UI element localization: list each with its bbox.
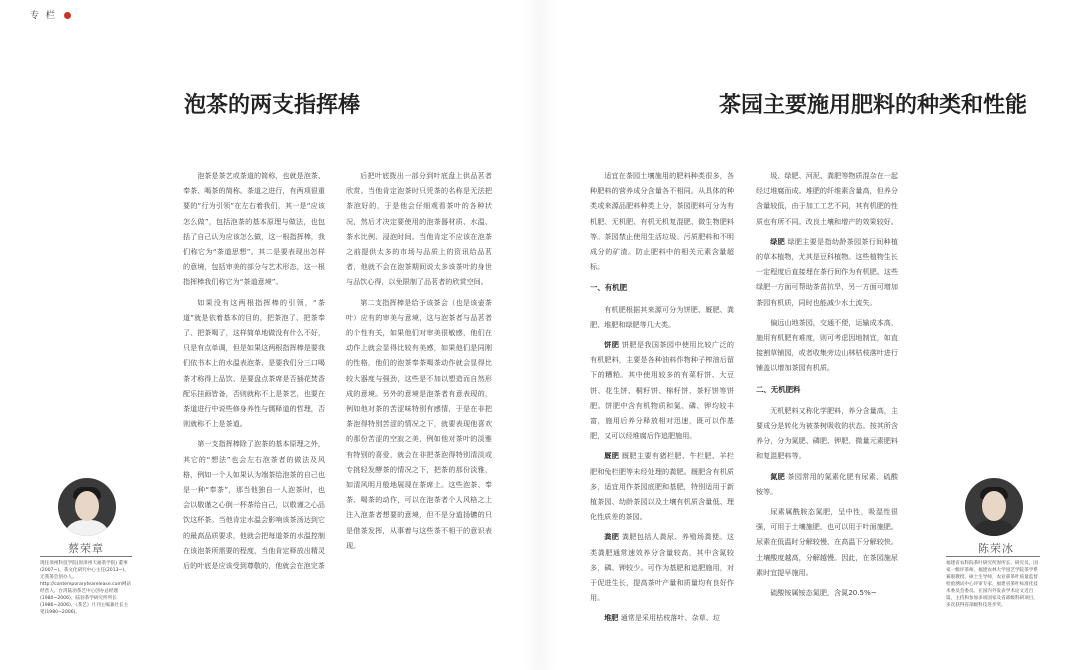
- author-divider-left: [40, 556, 132, 557]
- section-tag: [30, 8, 71, 21]
- paragraph-text: 饼肥是我国茶园中使用比较广泛的有机肥料，主要是各种油料作物种子榨油后留下的糟粕。其中使用较多的有菜籽饼、大豆饼、花生饼、桐籽饼、棉籽饼、茶籽饼等饼肥。饼肥中含有机物质和氮、磷、钾均较丰富，施用后养分释放相对迅速，既可以作基肥，又可以经堆腐后作追肥施用。: [590, 340, 734, 441]
- right-article-title: 茶园主要施用肥料的种类和性能: [719, 93, 1028, 118]
- left-article-column-2: [346, 168, 492, 558]
- section-label: 专 栏: [30, 11, 57, 21]
- paragraph: 尿素属酰胺态氮肥，呈中性，吸湿性很强，可用于土壤施肥，也可以用于叶面施肥。尿素在低温时分解较慢，在高温下分解较快。土壤酸度越高，分解越慢。因此，在茶园施尿素时宜提早施用。: [756, 507, 898, 577]
- author-name-left: 蔡荣章: [68, 542, 104, 555]
- paragraph: [590, 448, 734, 524]
- paragraph: 第一支指挥棒除了泡茶的基本原理之外，其它的“想法”也会左右泡茶者的做法及风格，例如一个人如果认为端茶给泡茶的自己也是一种“奉茶”，那当他独自一人泡茶时，也会以敬谨之心倒一杯茶给自己，以敬谨之心品饮这杯茶。当他肯定水温会影响该茶汤达到它的最高品质要求，他就会把每道茶的水温控制在该泡茶所需要的程度，当他肯定释放出精灵后的叶底是应该受到尊敬的，他就会在泡完茶: [183, 439, 325, 571]
- author-bio-right: 福建省农科院茶叶研究所原所长、研究员。国家一级评茶师，福建农林大学园艺学院茶学系兼职教授、硕士生导师，农业部茶叶质量监督检验测试中心评审专家，福建省茶叶标准化技术委员会委员。在国内外发表学术论文近百篇，主持和参加多项国家及省部级科研项目，多次获得省部级科技进步奖。: [946, 561, 1038, 608]
- paragraph-text: 茶园常用的氮素化肥有尿素、硫酸铵等。: [756, 471, 898, 496]
- left-article-column-1: [183, 168, 325, 578]
- paragraph: 适宜在茶园土壤施用的肥料种类很多，各种肥料的营养成分含量各不相同。从具体的种类或来源品肥料种类上分，茶园肥料可分为有机肥、无机肥、有机无机复混肥、微生物肥料等。茶园禁止使用生活垃圾、污质肥料和不明成分的矿渣。防止肥料中的相关元素含量超标。: [590, 171, 734, 272]
- fertilizer-term: 氮肥: [770, 471, 785, 481]
- section-heading: 二、无机肥料: [756, 384, 801, 394]
- paragraph: [756, 234, 898, 310]
- paragraph-text: 粪肥包括人粪尿、养殖场粪便。这类粪肥通常速效养分含量较高，其中含氮较多，磷、钾较少。可作为基肥和追肥施用，对于促进生长，提高茶叶产量和质量均有良好作用。: [590, 532, 734, 603]
- right-article-column-1: [590, 168, 734, 631]
- fertilizer-term: 饼肥: [604, 340, 620, 350]
- fertilizer-term: 粪肥: [604, 532, 620, 542]
- author-divider-right: [946, 556, 1040, 557]
- author-bio-left: 现任漳州科技学院(原漳州天福茶学院) 董事(2007~)、茶文化研究中心主任(2013~)、无我茶会创办人。http://contemporarytearelease.com网站经营人、台湾陆羽茶艺中心创办总经理(1980~2006)、陆羽茶学研究所所长(1986~2006)、《茶艺》月刊主编兼社长主笔(1980~2006)。: [40, 561, 132, 615]
- paragraph: 圾、绿肥、河泥、粪肥等物质混杂在一起经过堆腐而成。堆肥的纤维素含量高，但养分含量较低，由于加工工艺不同，其有机肥的性质也有所不同。改良土壤和增产的效果较好。: [756, 171, 898, 226]
- fertilizer-term: 堆肥: [604, 613, 619, 623]
- right-article-column-2: [756, 168, 898, 605]
- author-name-right: 陈荣冰: [978, 542, 1014, 555]
- paragraph: 硫酸铵属铵态氮肥，含氮20.5%~: [770, 588, 877, 598]
- paragraph: 第二支指挥棒是给予该茶会（也是该壶茶叶）应有的审美与意境，这与泡茶者与品茗者的个性有关，如果他们对审美很敏感，他们在动作上就会显得比较有美感，如果他们是同刚的性格，他们的泡茶奉茶喝茶动作就会显得比较大器度与强劲，这些是不加以塑造而自然形成的意境。另外的意境是泡茶者有意表现的，例如他对茶的苦涩味特别有感情，于是在非把茶泡得特别苦涩的情况之下，就要表现他喜欢的那份苦涩的空寂之美，例如他对茶叶的淡雅有特别的喜爱，就会在非把茶泡得特别清淡或专挑轻发酵茶的情况之下，把茶的那份淡雅，如清风明月般地展现在茶席上。这些泡茶、奉茶、喝茶的动作，可以在泡茶者个人风格之上注入泡茶者想要的意境，但不是分道扬镳的只是借茶发挥，从事着与这些茶不相干的意识表现。: [346, 297, 492, 550]
- paragraph-text: 厩肥主要有猪栏肥、牛栏肥、羊栏肥和兔栏肥等未经处理的粪肥。厩肥含有机质多，适宜用作茶园底肥和基肥，特别适用于新植茶园、幼龄茶园以及土壤有机质含量低、理化性质差的茶园。: [590, 451, 734, 522]
- paragraph: [590, 610, 734, 625]
- paragraph-text: 通常是采用枯枝落叶、杂草、垃: [618, 613, 720, 623]
- paragraph-text: 绿肥主要是指幼龄茶园茶行间种植的草本植物，尤其是豆科植物。这些植物生长一定程度后直接埋在茶行间作为有机肥。这些绿肥一方面可帮助茶苗抗旱，另一方面可增加茶园有机质，同时也能减少水土流失。: [756, 236, 898, 307]
- paragraph: 如果没有这两根指挥棒的引领，“茶道”就是依着基本的目的，把茶泡了、把茶奉了、把茶喝了，这样简单地做没有什么不好，只是有点单调，但是如果这两根指挥棒是要我们依书本上的水温表泡茶、是要我们分三口喝茶才称得上品饮、是要盘点茶席是否插花焚香配乐挂画皆备，否则就称不上是茶艺，也要在茶道进行中说些修身养性与儒释道的哲理，否则就称不上是茶道。: [183, 297, 325, 429]
- paragraph: [590, 337, 734, 443]
- author-avatar-left: [58, 478, 116, 536]
- author-avatar-right: [965, 478, 1023, 536]
- fertilizer-term: 绿肥: [770, 236, 785, 246]
- fertilizer-term: 厩肥: [604, 451, 620, 461]
- paragraph: [590, 529, 734, 605]
- paragraph: 后把叶底拨出一部分到叶底盘上供品茗者欣赏。当他肯定泡茶时只凭茶的名称是无法把茶泡好的，于是他会仔细观看茶叶的各种状况，然后才决定要使用的泡茶器材质、水温、茶水比例、浸泡时间。当他肯定不应该在泡茶之前提供太多的市场与品质上的资讯给品茗者，他就不会在泡茶期间说太多该茶叶的身世与品饮心得，以免限制了品茗者的欣赏空间。: [346, 171, 492, 287]
- paragraph: 偏远山地茶园，交通不便，运输成本高，施用有机肥有难度，则可考虑因地制宜，如直接割草铺园，或者收集旁边山林枯枝落叶进行铺盖以增加茶园有机质。: [756, 317, 898, 373]
- section-dot-icon: [64, 12, 71, 19]
- paragraph: 无机肥料又称化学肥料，养分含量高，主要成分是转化为被茶树吸收的状态。按其所含养分，分为氮肥、磷肥、钾肥、微量元素肥料和复混肥料等。: [756, 405, 898, 461]
- left-article-title: 泡茶的两支指挥棒: [184, 93, 361, 118]
- paragraph: [756, 469, 898, 499]
- section-heading: 一、有机肥: [590, 283, 627, 293]
- paragraph: 泡茶是茶艺或茶道的简称，也就是泡茶、奉茶、喝茶的简称。茶道之进行，有两项很重要的“行为引领”在左右着我们，其一是“应该怎么做”，包括泡茶的基本原理与做法，也包括了自己认为应该怎么做，这一根指挥棒，我们称它为“茶道思想”。其二是要表现出怎样的意境，包括审美的部分与艺术形态，这一根指挥棒我们称它为“茶道意境”。: [183, 171, 325, 287]
- paragraph: 有机肥根据其来源可分为饼肥、厩肥、粪肥、堆肥和绿肥等几大类。: [590, 304, 734, 329]
